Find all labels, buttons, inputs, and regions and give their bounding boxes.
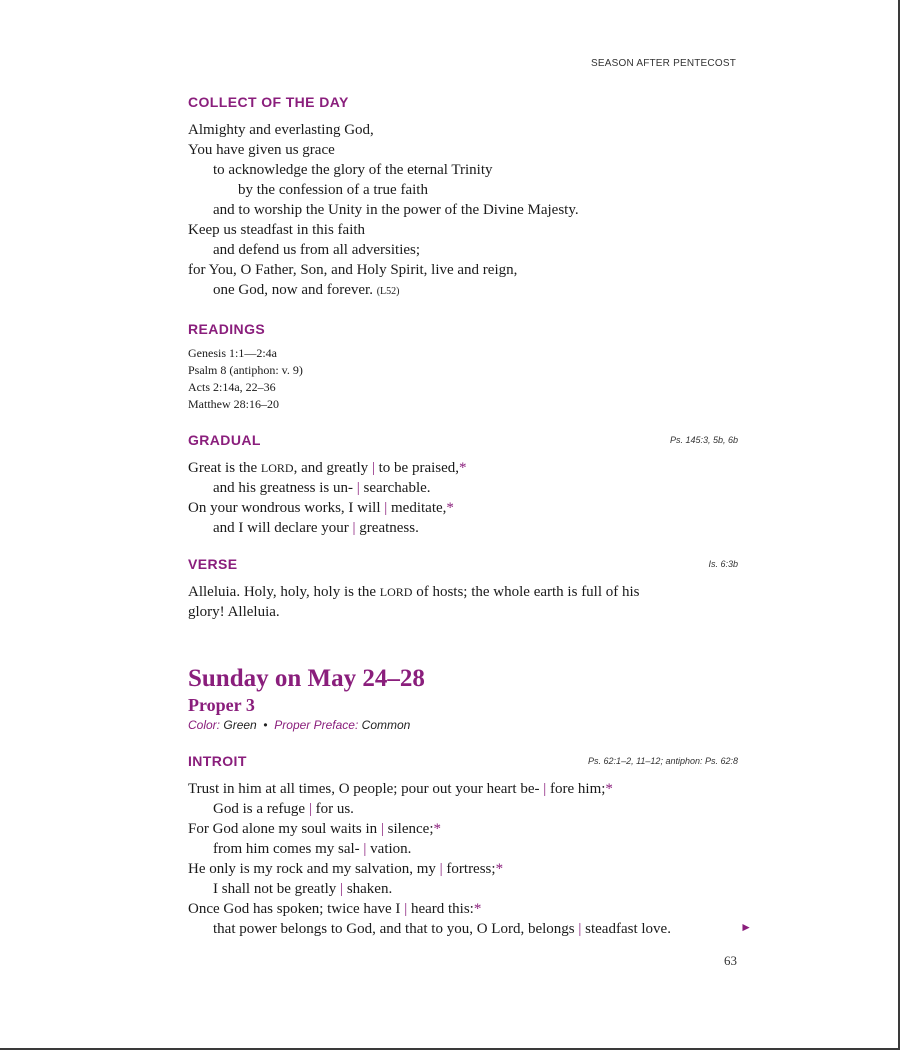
introit-line: For God alone my soul waits in | silence;* <box>188 821 441 837</box>
pointing-bar: | <box>404 901 408 917</box>
readings-heading: READINGS <box>188 321 266 337</box>
introit-reference: Ps. 62:1–2, 11–12; antiphon: Ps. 62:8 <box>588 756 738 766</box>
gradual-section <box>188 432 738 538</box>
collect-line: by the confession of a true faith <box>238 182 428 198</box>
collect-line: Keep us steadfast in this faith <box>188 222 366 238</box>
continue-arrow-icon: ► <box>740 920 752 934</box>
collect-line: and defend us from all adversities; <box>213 242 421 258</box>
gradual-reference: Ps. 145:3, 5b, 6b <box>669 435 738 445</box>
pointing-bar: | <box>384 500 388 516</box>
introit-line: from him comes my sal- | vation. <box>213 841 412 857</box>
introit-text <box>188 779 752 939</box>
bullet-separator: • <box>263 718 268 732</box>
reading-item: Acts 2:14a, 22–36 <box>188 380 276 394</box>
pointing-bar: | <box>578 921 582 937</box>
gradual-text <box>188 458 738 538</box>
reading-item: Psalm 8 (antiphon: v. 9) <box>188 363 303 377</box>
pointing-bar: | <box>352 520 356 536</box>
verse-heading: VERSE <box>188 556 238 572</box>
lord-small-caps: LORD <box>260 461 294 475</box>
color-preface-line: Color: Green • Proper Preface: Common <box>188 718 411 732</box>
collect-source: (L52) <box>376 286 400 297</box>
page-content <box>188 94 752 939</box>
pointing-bar: | <box>380 821 384 837</box>
asterisk-mark: * <box>495 861 504 877</box>
gradual-line: and I will declare your | greatness. <box>213 520 419 536</box>
asterisk-mark: * <box>473 901 482 917</box>
introit-line: Trust in him at all times, O people; pour out your heart be- | fore him;* <box>188 781 613 797</box>
collect-line: and to worship the Unity in the power of the Divine Majesty. <box>213 202 579 218</box>
gradual-line: and his greatness is un- | searchable. <box>213 480 431 496</box>
verse-section <box>188 556 738 622</box>
collect-section <box>188 94 738 302</box>
lord-small-caps: LORD <box>379 585 413 599</box>
asterisk-mark: * <box>433 821 441 837</box>
introit-line: that power belongs to God, and that to you, O Lord, belongs | steadfast love. ► <box>188 919 738 939</box>
asterisk-mark: * <box>605 781 613 797</box>
collect-line <box>188 280 738 302</box>
asterisk-mark: * <box>446 500 454 516</box>
collect-line: to acknowledge the glory of the eternal Trinity <box>213 162 493 178</box>
collect-line: You have given us grace <box>188 142 335 158</box>
pointing-bar: | <box>543 781 547 797</box>
verse-reference: Is. 6:3b <box>708 559 738 569</box>
sunday-title: Sunday on May 24–28 <box>188 665 425 692</box>
introit-line: He only is my rock and my salvation, my | fortress;* <box>188 861 504 877</box>
reading-item: Genesis 1:1—2:4a <box>188 346 277 360</box>
collect-line: Almighty and everlasting God, <box>188 122 374 138</box>
introit-heading: INTROIT <box>188 753 247 769</box>
verse-text: Alleluia. Holy, holy, holy is the LORD of hosts; the whole earth is full of his glory! Alleluia. <box>188 584 640 620</box>
collect-text <box>188 120 738 302</box>
asterisk-mark: * <box>459 460 467 476</box>
collect-heading: COLLECT OF THE DAY <box>188 94 349 110</box>
readings-section <box>188 321 738 413</box>
sunday-header <box>188 664 738 734</box>
introit-section <box>188 753 752 939</box>
pointing-bar: | <box>308 801 312 817</box>
proper-title: Proper 3 <box>188 695 255 715</box>
page-number: 63 <box>724 953 737 968</box>
pointing-bar: | <box>371 460 375 476</box>
pointing-bar: | <box>439 861 443 877</box>
reading-item: Matthew 28:16–20 <box>188 397 279 411</box>
running-head: SEASON AFTER PENTECOST <box>591 58 736 69</box>
introit-line: I shall not be greatly | shaken. <box>213 881 393 897</box>
gradual-line: On your wondrous works, I will | meditate,* <box>188 500 454 516</box>
introit-line: God is a refuge | for us. <box>213 801 354 817</box>
pointing-bar: | <box>340 881 344 897</box>
collect-line-text: one God, now and forever. <box>213 282 373 298</box>
pointing-bar: | <box>356 480 360 496</box>
gradual-line: Great is the LORD, and greatly | to be praised,* <box>188 460 467 476</box>
introit-line: Once God has spoken; twice have I | heard this:* <box>188 901 482 917</box>
readings-list <box>188 345 738 413</box>
pointing-bar: | <box>363 841 367 857</box>
gradual-heading: GRADUAL <box>188 432 261 448</box>
collect-line: for You, O Father, Son, and Holy Spirit, live and reign, <box>188 262 518 278</box>
